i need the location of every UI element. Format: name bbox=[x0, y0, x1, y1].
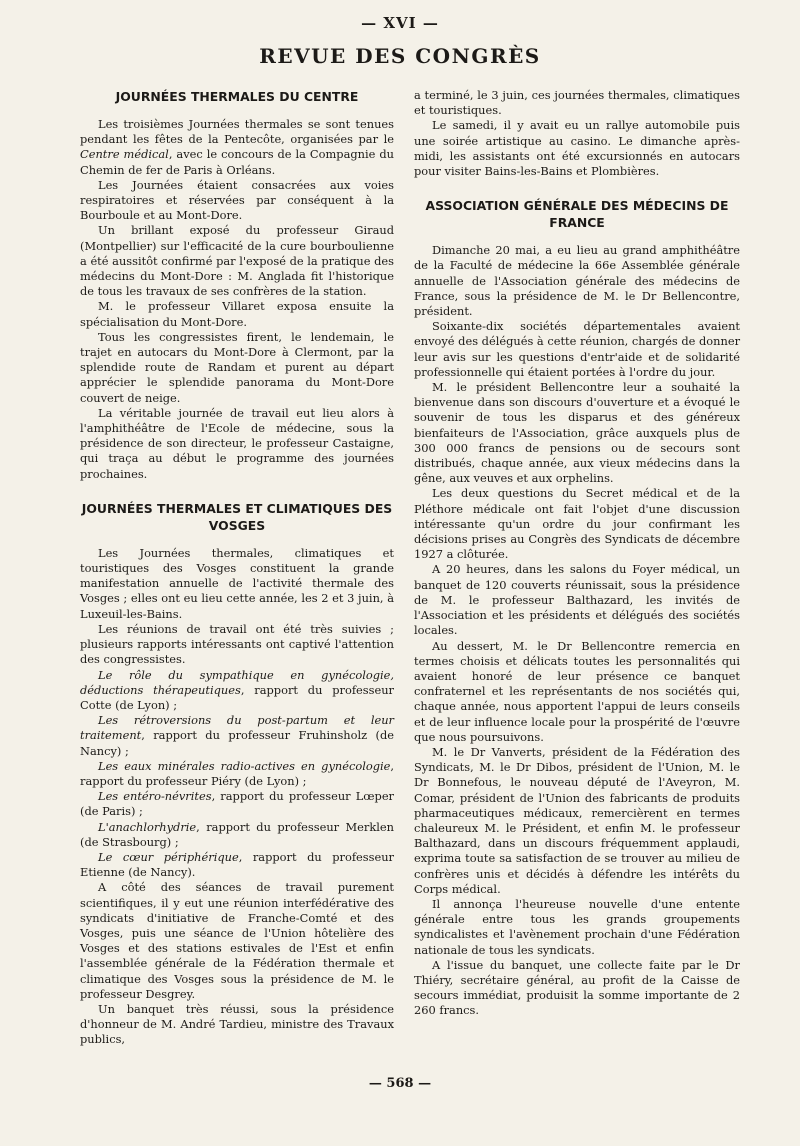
report-item: Le rôle du sympathique en gynécologie, déductions thérapeutiques, rapport du professeur Cotte (de Lyon) ; bbox=[80, 667, 394, 712]
paragraph: A côté des séances de travail purement scientifiques, il y eut une réunion interfédérative des syndicats d'initiative de Franche-Comté et des Vosges, puis une séance de l'Union hôtelière des Vosges et des stations estivales de l'Est et enfin l'assemblée générale de la Fédération thermale et climatique des Vosges sous la présidence de M. le professeur Desgrey. bbox=[80, 880, 394, 1001]
paragraph: Les Journées thermales, climatiques et touristiques des Vosges constituent la grande manifestation annuelle de l'activité thermale des Vosges ; elles ont eu lieu cette année, les 2 et 3 juin, à Luxeuil-les-Bains. bbox=[80, 545, 394, 621]
paragraph: a terminé, le 3 juin, ces journées thermales, climatiques et touristiques. bbox=[414, 88, 740, 118]
paragraph: Les Journées étaient consacrées aux voies respiratoires et réservées par conséquent à la Bourboule et au Mont-Dore. bbox=[80, 177, 394, 223]
report-item: Le cœur périphérique, rapport du professeur Etienne (de Nancy). bbox=[80, 849, 394, 880]
masthead-title: REVUE DES CONGRÈS bbox=[259, 44, 541, 68]
paragraph: Au dessert, M. le Dr Bellencontre remercia en termes choisis et délicats toutes les personnalités qui avaient honoré de leur présence ce banquet confraternel et les représentants de nos sociétés qui, chaque année, nous apportent l'appui de leurs conseils et de leur influence locale pour la prospérité de l'œuvre que nous poursuivons. bbox=[414, 638, 740, 744]
paragraph: Tous les congressistes firent, le lendemain, le trajet en autocars du Mont-Dore à Clermont, par la splendide route de Randam et purent au départ apprécier le splendide panorama du Mont-Dore couvert de neige. bbox=[80, 329, 394, 405]
page-number-bottom: — 568 — bbox=[368, 1076, 432, 1091]
paragraph: M. le Dr Vanverts, président de la Fédération des Syndicats, M. le Dr Dibos, président de l'Union, M. le Dr Bonnefous, le nouveau député de l'Aveyron, M. Comar, président de l'Union des fabricants de produits pharmaceutiques médicaux, remercièrent en termes chaleureux M. le Président, et enfin M. le professeur Balthazard, dans un discours fréquemment applaudi, exprima toute sa satisfaction de se trouver au milieu de confrères unis et décidés à défendre les intérêts du Corps médical. bbox=[414, 744, 740, 896]
paragraph: Le samedi, il y avait eu un rallye automobile puis une soirée artistique au casino. Le dimanche après-midi, les assistants ont été excursionnés en autocars pour visiter Bains-les-Bains et Plombières. bbox=[414, 118, 740, 179]
page-number-top: — XVI — bbox=[361, 14, 439, 32]
paragraph: Il annonça l'heureuse nouvelle d'une entente générale entre tous les grands groupements syndicalistes et l'avènement prochain d'une Fédération nationale de tous les syndicats. bbox=[414, 896, 740, 957]
left-column bbox=[80, 88, 394, 1048]
report-item: Les rétroversions du post-partum et leur traitement, rapport du professeur Fruhinsholz (de Nancy) ; bbox=[80, 713, 394, 758]
paragraph: Soixante-dix sociétés départementales avaient envoyé des délégués à cette réunion, chargés de donner leur avis sur les questions d'entr'aide et de solidarité professionnelle qui étaient portées à l'ordre du jour. bbox=[414, 319, 741, 379]
paragraph: Dimanche 20 mai, a eu lieu au grand amphithéâtre de la Faculté de médecine la 66e Assemblée générale annuelle de l'Association générale des médecins de France, sous la présidence de M. le Dr Bellencontre, président. bbox=[414, 243, 740, 319]
paragraph: A l'issue du banquet, une collecte faite par le Dr Thiéry, secrétaire général, au profit de la Caisse de secours immédiat, produisit la somme importante de 2 260 francs. bbox=[414, 957, 740, 1018]
section-heading-thermales-vosges: JOURNÉES THERMALES ET CLIMATIQUES DES VOSGES bbox=[81, 500, 393, 533]
paragraph: A 20 heures, dans les salons du Foyer médical, un banquet de 120 couverts réunissait, sous la présidence de M. le professeur Balthazard, les invités de l'Association et les présidents et délégués des sociétés locales. bbox=[414, 562, 740, 638]
paragraph: Un banquet très réussi, sous la présidence d'honneur de M. André Tardieu, ministre des Travaux publics, bbox=[80, 1001, 394, 1047]
paragraph: La véritable journée de travail eut lieu alors à l'amphithéâtre de l'Ecole de médecine, sous la présidence de son directeur, le professeur Castaigne, qui traça au début le programme des journées prochaines. bbox=[80, 405, 394, 481]
report-item: Les eaux minérales radio-actives en gynécologie, rapport du professeur Piéry (de Lyon) ; bbox=[80, 758, 394, 788]
paragraph: Un brillant exposé du professeur Giraud (Montpellier) sur l'efficacité de la cure bourboulienne a été aussitôt confirmé par l'exposé de la pratique des médecins du Mont-Dore : M. Anglada fit l'historique de tous les travaux de ses confrères de la station. bbox=[80, 223, 394, 299]
report-item: L'anachlorhydrie, rapport du professeur Merklen (de Strasbourg) ; bbox=[80, 819, 394, 849]
paragraph: M. le professeur Villaret exposa ensuite la spécialisation du Mont-Dore. bbox=[80, 299, 394, 329]
section-heading-association: ASSOCIATION GÉNÉRALE DES MÉDECINS DE FRANCE bbox=[425, 198, 729, 231]
paragraph: Les réunions de travail ont été très suivies ; plusieurs rapports intéressants ont captivé l'attention des congressistes. bbox=[80, 621, 394, 667]
report-item: Les entéro-névrites, rapport du professeur Lœper (de Paris) ; bbox=[80, 789, 395, 819]
right-column bbox=[414, 88, 740, 1019]
paragraph: M. le président Bellencontre leur a souhaité la bienvenue dans son discours d'ouverture et a évoqué le souvenir de tous les disparus et des généreux bienfaiteurs de l'Association, grâce auxquels plus de 300 000 francs de pensions ou de secours sont distribués, chaque année, aux vieux médecins dans la gêne, aux veuves et aux orphelins. bbox=[414, 380, 740, 486]
paragraph: Les troisièmes Journées thermales se sont tenues pendant les fêtes de la Pentecôte, organisées par le Centre médical, avec le concours de la Compagnie du Chemin de fer de Paris à Orléans. bbox=[80, 117, 394, 177]
paragraph: Les deux questions du Secret médical et de la Pléthore médicale ont fait l'objet d'une discussion intéressante qu'un ordre du jour confirmant les décisions prises au Congrès des Syndicats de décembre 1927 a clôturée. bbox=[414, 486, 740, 562]
section-heading-thermales-centre: JOURNÉES THERMALES DU CENTRE bbox=[115, 89, 359, 104]
